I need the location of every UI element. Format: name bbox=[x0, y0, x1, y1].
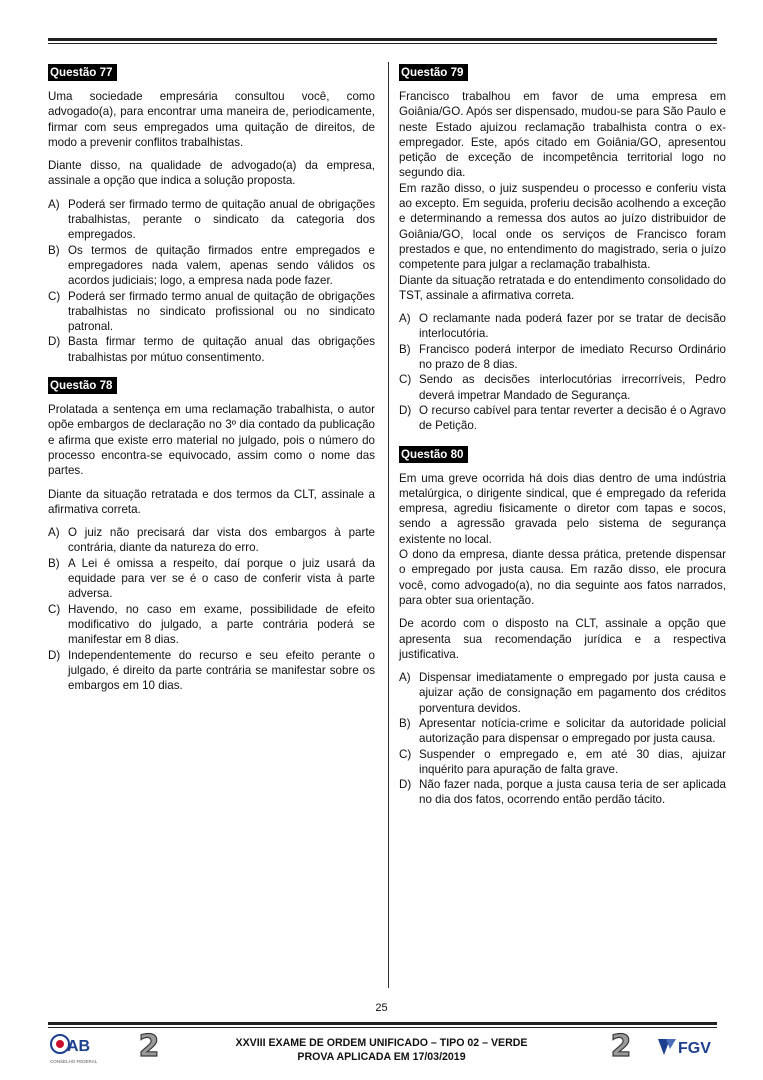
option-text: Francisco poderá interpor de imediato Recurso Ordinário no prazo de 8 dias. bbox=[419, 342, 726, 372]
question-77-title: Questão 77 bbox=[48, 64, 117, 81]
question-78-title: Questão 78 bbox=[48, 377, 117, 394]
svg-text:CONSELHO FEDERAL: CONSELHO FEDERAL bbox=[50, 1059, 98, 1064]
option-letter: D) bbox=[48, 648, 61, 662]
page-number: 25 bbox=[375, 1002, 388, 1014]
option-letter: A) bbox=[48, 197, 60, 211]
question-79-options bbox=[399, 311, 726, 433]
svg-text:AB: AB bbox=[67, 1038, 91, 1055]
question-78-prompt: Diante da situação retratada e dos termos da CLT, assinale a afirmativa correta. bbox=[48, 487, 375, 516]
question-79-prompt: Diante da situação retratada e do entendimento consolidado do TST, assinale a afirmativa correta. bbox=[399, 273, 726, 302]
question-79-statement: Francisco trabalhou em favor de uma empresa em Goiânia/GO. Após ser dispensado, mudou-se para São Paulo e neste Estado ajuizou reclamação trabalhista contra o ex-empregador. Este, após citado em Goiânia/GO, apresentou petição de exceção de incompetência territorial logo no segundo dia. bbox=[399, 90, 726, 180]
question-77-prompt: Diante disso, na qualidade de advogado(a) da empresa, assinale a opção que indica a solução proposta. bbox=[48, 159, 375, 188]
question-77-statement: Uma sociedade empresária consultou você, como advogado(a), para encontrar uma maneira de, periodicamente, firmar com seus empregados uma quitação de direitos, de modo a prevenir conflitos trabalhistas. bbox=[48, 90, 375, 149]
question-80-statement-cont: O dono da empresa, diante dessa prática, pretende dispensar o empregado por justa causa. Em razão disso, ele procura você, como advogado(a), no dia seguinte aos fatos narrados, para obter sua orientação. bbox=[399, 548, 726, 607]
option-text: Havendo, no caso em exame, possibilidade de efeito modificativo do julgado, a parte contrária poderá se manifestar em 8 dias. bbox=[68, 602, 375, 647]
option-letter: B) bbox=[399, 342, 411, 356]
question-78-statement: Prolatada a sentença em uma reclamação trabalhista, o autor opõe embargos de declaração no 3º dia contado da publicação e afirma que existe erro material no julgado, pois o número do processo encontra-se equivocado, assim como o nome das partes. bbox=[48, 403, 375, 478]
option-c bbox=[399, 372, 726, 403]
right-column bbox=[399, 64, 726, 820]
option-text: Poderá ser firmado termo anual de quitação de obrigações trabalhistas no sindicato profissional ou no sindicato patronal. bbox=[68, 289, 375, 334]
question-79-title: Questão 79 bbox=[399, 64, 468, 81]
question-78 bbox=[48, 377, 375, 693]
option-b bbox=[399, 716, 726, 747]
option-letter: C) bbox=[399, 747, 412, 761]
option-letter: A) bbox=[48, 526, 60, 540]
option-letter: C) bbox=[48, 289, 61, 303]
option-c bbox=[48, 289, 375, 335]
option-letter: A) bbox=[399, 671, 411, 685]
option-letter: D) bbox=[399, 778, 412, 792]
question-80 bbox=[399, 446, 726, 808]
footer-text bbox=[0, 1036, 763, 1064]
option-text: A Lei é omissa a respeito, daí porque o juiz usará da equidade para ver se é o caso de conferir vista à parte adversa. bbox=[68, 556, 375, 601]
option-d bbox=[48, 648, 375, 694]
option-text: Dispensar imediatamente o empregado por justa causa e ajuizar ação de consignação em pagamento dos créditos porventura devidos. bbox=[419, 671, 726, 715]
option-a bbox=[399, 311, 726, 342]
option-letter: D) bbox=[399, 403, 412, 417]
option-b bbox=[48, 243, 375, 289]
option-c bbox=[399, 747, 726, 778]
footer-rule-thick bbox=[48, 1022, 717, 1025]
question-80-statement: Em uma greve ocorrida há dois dias dentro de uma indústria metalúrgica, o dirigente sindical, que é empregado da referida empresa, agrediu fisicamente o diretor com tapas e socos, sendo a agressão gravada pelo sistema de segurança existente no local. bbox=[399, 471, 726, 546]
question-80-options bbox=[399, 670, 726, 808]
option-text: O reclamante nada poderá fazer por se tratar de decisão interlocutória. bbox=[419, 312, 726, 341]
option-letter: B) bbox=[399, 716, 411, 730]
fgv-logo bbox=[656, 1035, 718, 1057]
question-78-options bbox=[48, 525, 375, 693]
option-c bbox=[48, 602, 375, 648]
option-a bbox=[48, 525, 375, 556]
option-text: Poderá ser firmado termo de quitação anual de obrigações trabalhistas, perante o sindicato da categoria dos empregados. bbox=[68, 197, 375, 242]
option-d bbox=[399, 403, 726, 434]
option-letter: C) bbox=[48, 602, 61, 616]
column-divider bbox=[388, 62, 389, 988]
header-rule-thick bbox=[48, 38, 717, 41]
question-80-title: Questão 80 bbox=[399, 446, 468, 463]
question-77-options bbox=[48, 197, 375, 365]
option-b bbox=[399, 342, 726, 373]
question-80-prompt: De acordo com o disposto na CLT, assinale a opção que apresenta sua recomendação jurídica e a respectiva justificativa. bbox=[399, 617, 726, 661]
exam-type-number-left: 2 bbox=[138, 1029, 160, 1064]
svg-text:FGV: FGV bbox=[678, 1040, 711, 1057]
question-79-statement-cont: Em razão disso, o juiz suspendeu o processo e conferiu vista ao excepto. Em seguida, proferiu decisão acolhendo a exceção e determinando a remessa dos autos ao juízo distribuidor de Goiânia/GO, local onde os serviços de Francisco foram prestados e que, no entendimento do magistrado, seria o juízo competente para julgar a reclamação trabalhista. bbox=[399, 181, 726, 272]
option-text: Independentemente do recurso e seu efeito perante o julgado, é direito da parte contrária se manifestar sobre os embargos em 10 dias. bbox=[68, 648, 375, 693]
left-column bbox=[48, 64, 375, 705]
option-letter: B) bbox=[48, 243, 60, 257]
question-77 bbox=[48, 64, 375, 365]
question-79 bbox=[399, 64, 726, 434]
footer-rule-thin bbox=[48, 1027, 717, 1028]
option-letter: D) bbox=[48, 335, 61, 349]
option-d bbox=[48, 334, 375, 365]
option-a bbox=[48, 197, 375, 243]
exam-type-number-right: 2 bbox=[610, 1029, 632, 1064]
footer-exam-date: PROVA APLICADA EM 17/03/2019 bbox=[297, 1051, 466, 1063]
header-rule-thin bbox=[48, 43, 717, 44]
option-letter: B) bbox=[48, 556, 60, 570]
option-text: Os termos de quitação firmados entre empregados e empregadores nada valem, apenas sendo válidos os acordos judiciais; logo, a empresa nada pode fazer. bbox=[68, 243, 375, 288]
option-a bbox=[399, 670, 726, 716]
option-letter: C) bbox=[399, 373, 412, 387]
option-b bbox=[48, 556, 375, 602]
option-d bbox=[399, 777, 726, 808]
option-letter: A) bbox=[399, 312, 411, 326]
option-text: Basta firmar termo de quitação anual das obrigações trabalhistas por mútuo consentimento. bbox=[68, 335, 375, 364]
option-text: Sendo as decisões interlocutórias irrecorríveis, Pedro deverá impetrar Mandado de Segurança. bbox=[419, 373, 726, 402]
option-text: Apresentar notícia-crime e solicitar da autoridade policial autorização para dispensar o empregado por justa causa. bbox=[419, 716, 726, 746]
option-text: Suspender o empregado e, em até 30 dias, ajuizar inquérito para apuração de falta grave. bbox=[419, 747, 726, 776]
option-text: O recurso cabível para tentar reverter a decisão é o Agravo de Petição. bbox=[419, 403, 726, 433]
footer-exam-title: XXVIII EXAME DE ORDEM UNIFICADO – TIPO 02 – VERDE bbox=[235, 1037, 528, 1049]
option-text: Não fazer nada, porque a justa causa teria de ser aplicada no dia dos fatos, ocorrendo então perdão tácito. bbox=[419, 778, 726, 807]
option-text: O juiz não precisará dar vista dos embargos à parte contrária, diante da natureza do erro. bbox=[68, 526, 375, 555]
